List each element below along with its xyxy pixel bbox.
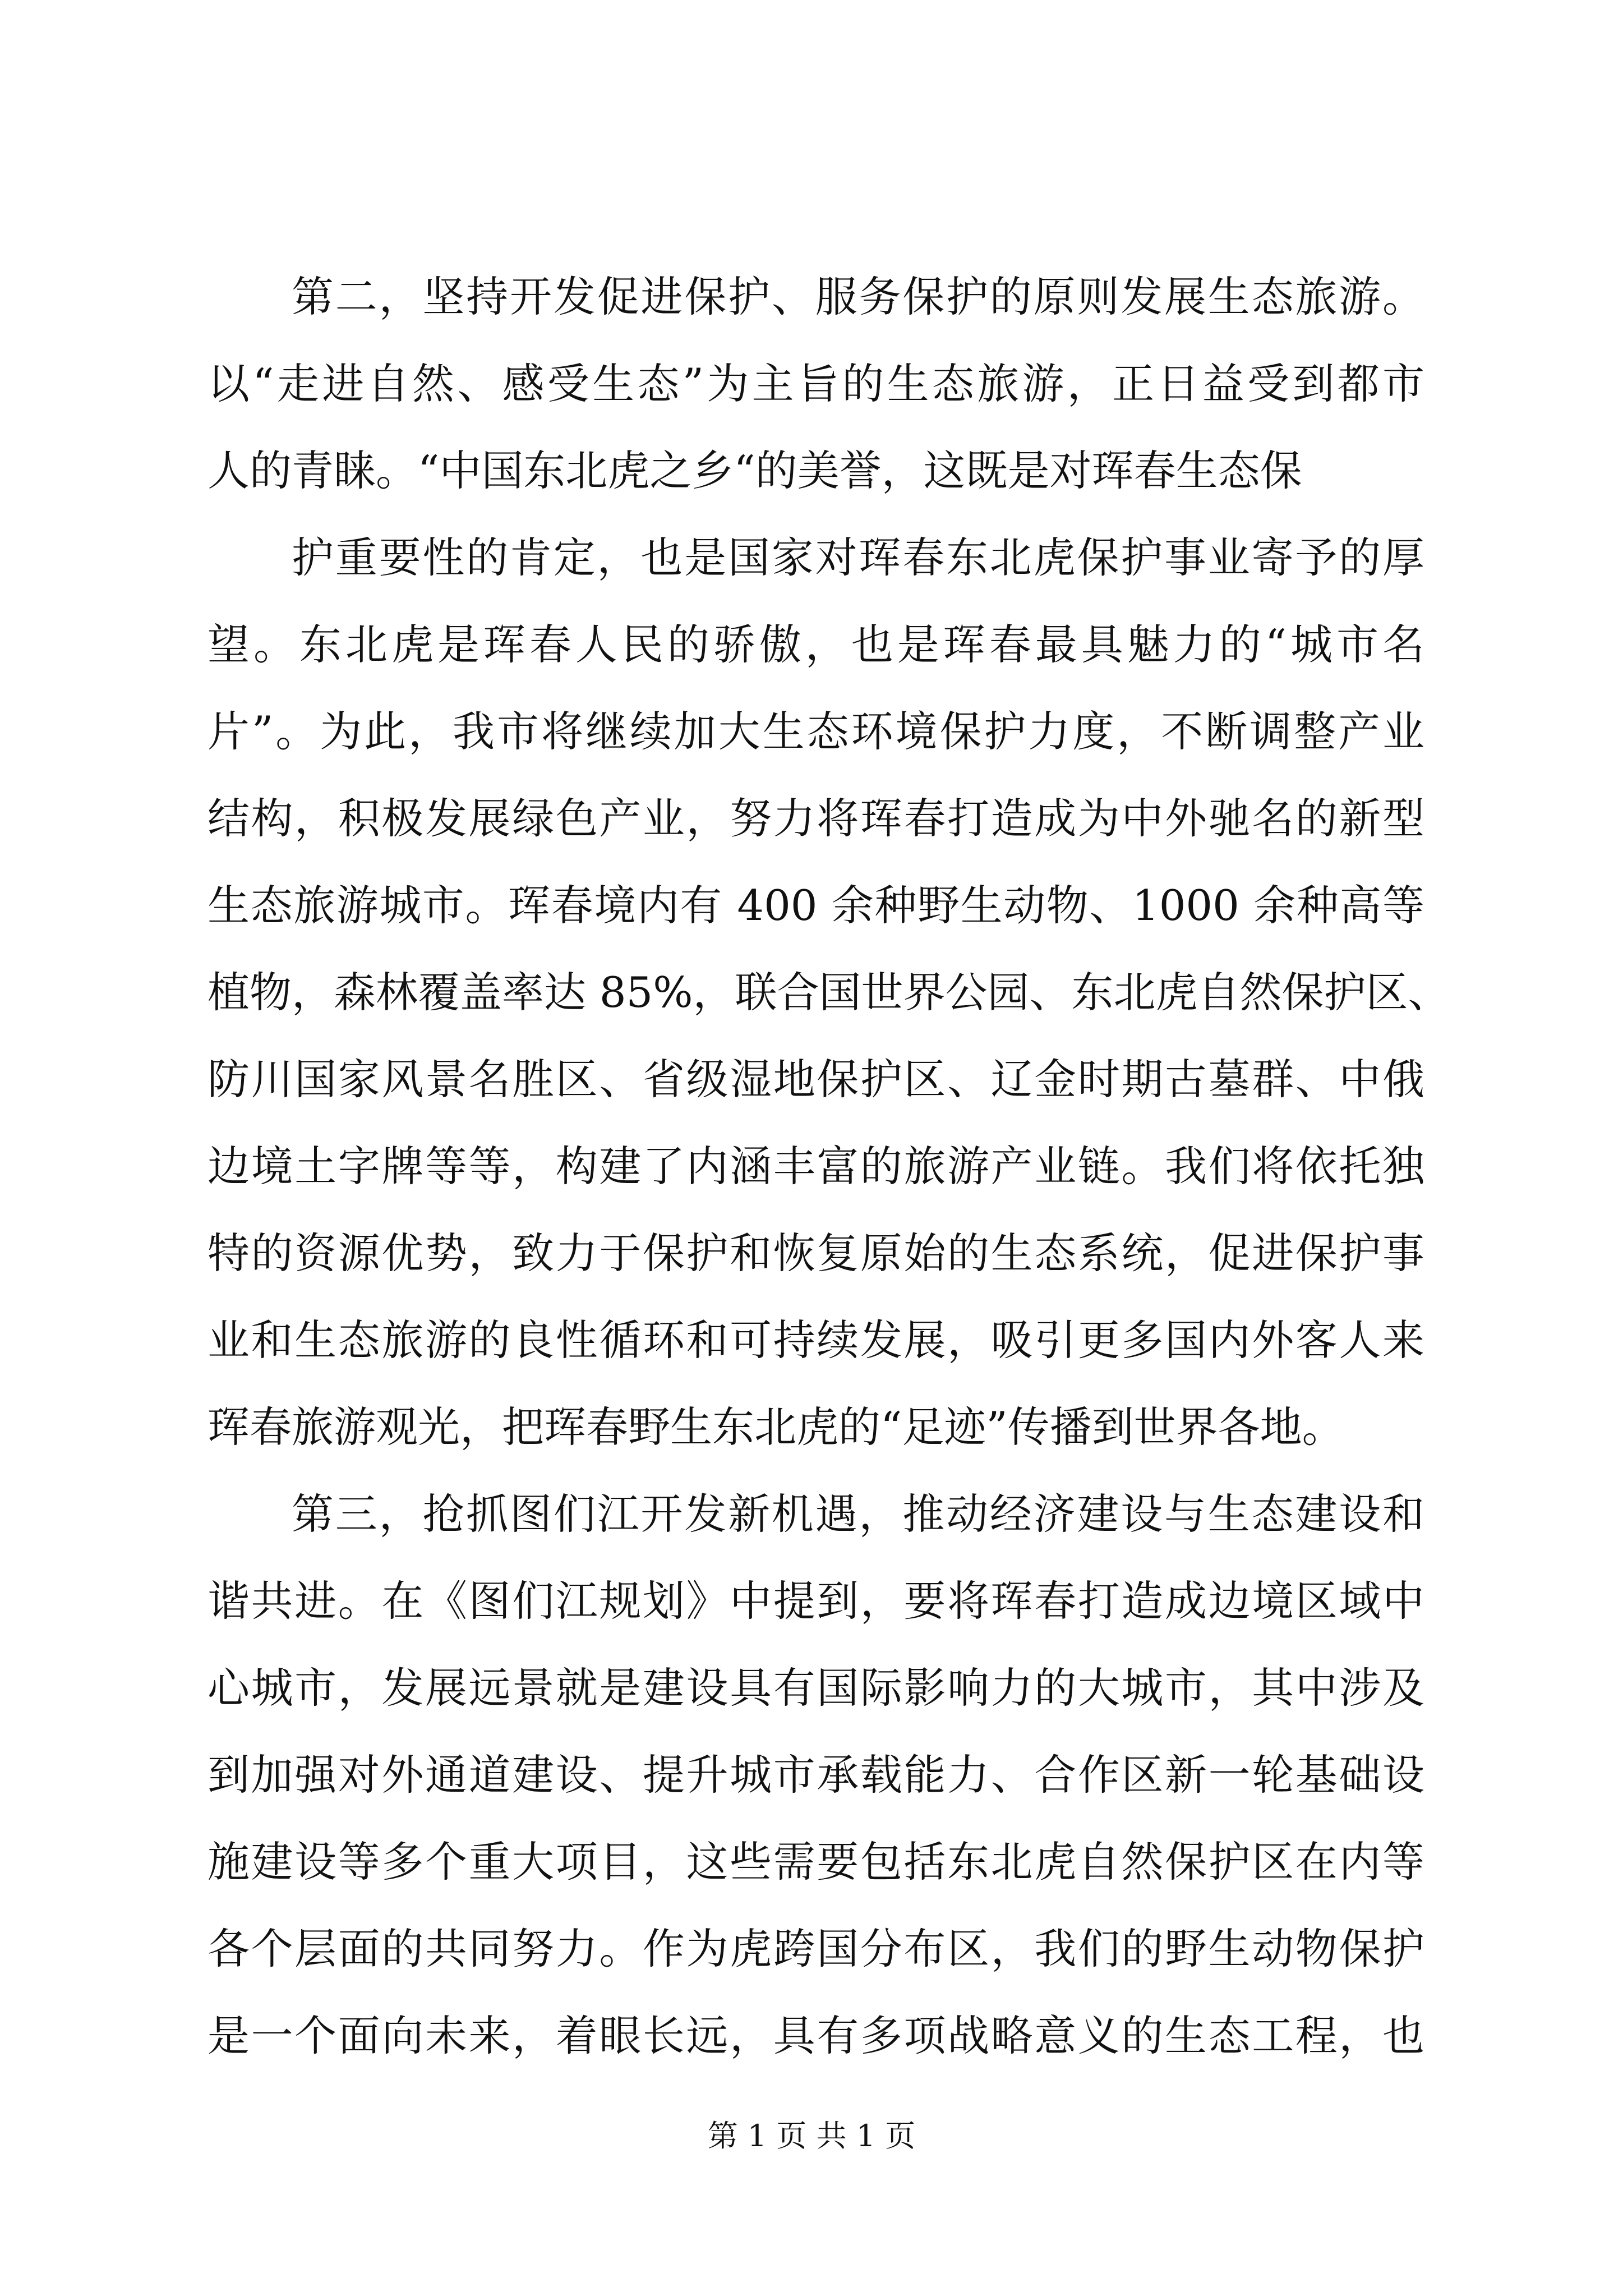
text-line: 施建设等多个重大项目，这些需要包括东北虎自然保护区在内等 [208, 1837, 1424, 1887]
text-line: 第三，抢抓图们江开发新机遇，推动经济建设与生态建设和 [292, 1489, 1424, 1539]
text-line: 心城市，发展远景就是建设具有国际影响力的大城市，其中涉及 [208, 1663, 1424, 1713]
text-line: 望。东北虎是珲春人民的骄傲，也是珲春最具魅力的“城市名 [208, 620, 1424, 669]
text-line: 各个层面的共同努力。作为虎跨国分布区，我们的野生动物保护 [208, 1924, 1424, 1973]
text-line: 谐共进。在《图们江规划》中提到，要将珲春打造成边境区域中 [208, 1576, 1424, 1626]
text-line: 以“走进自然、感受生态”为主旨的生态旅游，正日益受到都市 [208, 359, 1424, 408]
text-line: 结构，积极发展绿色产业，努力将珲春打造成为中外驰名的新型 [208, 794, 1424, 843]
text-line: 边境土字牌等等，构建了内涵丰富的旅游产业链。我们将依托独 [208, 1142, 1424, 1191]
text-line: 是一个面向未来，着眼长远，具有多项战略意义的生态工程，也 [208, 2011, 1424, 2060]
text-line: 第二，坚持开发促进保护、服务保护的原则发展生态旅游。 [292, 272, 1424, 321]
text-line: 防川国家风景名胜区、省级湿地保护区、辽金时期古墓群、中俄 [208, 1055, 1424, 1104]
text-line: 护重要性的肯定，也是国家对珲春东北虎保护事业寄予的厚 [292, 533, 1424, 582]
text-line: 人的青睐。“中国东北虎之乡“的美誉，这既是对珲春生态保 [208, 446, 1302, 495]
text-line: 到加强对外通道建设、提升城市承载能力、合作区新一轮基础设 [208, 1750, 1424, 1800]
page-footer: 第 1 页 共 1 页 [707, 2118, 916, 2154]
text-line: 珲春旅游观光，把珲春野生东北虎的“足迹”传播到世界各地。 [208, 1402, 1344, 1452]
document-body [208, 254, 1450, 2079]
text-line: 特的资源优势，致力于保护和恢复原始的生态系统，促进保护事 [208, 1228, 1424, 1278]
text-line: 片”。为此，我市将继续加大生态环境保护力度，不断调整产业 [208, 707, 1424, 756]
text-line: 业和生态旅游的良性循环和可持续发展，吸引更多国内外客人来 [208, 1315, 1424, 1365]
text-line: 植物，森林覆盖率达 85%，联合国世界公园、东北虎自然保护区、 [208, 968, 1450, 1017]
text-line: 生态旅游城市。珲春境内有 400 余种野生动物、1000 余种高等 [208, 881, 1424, 930]
